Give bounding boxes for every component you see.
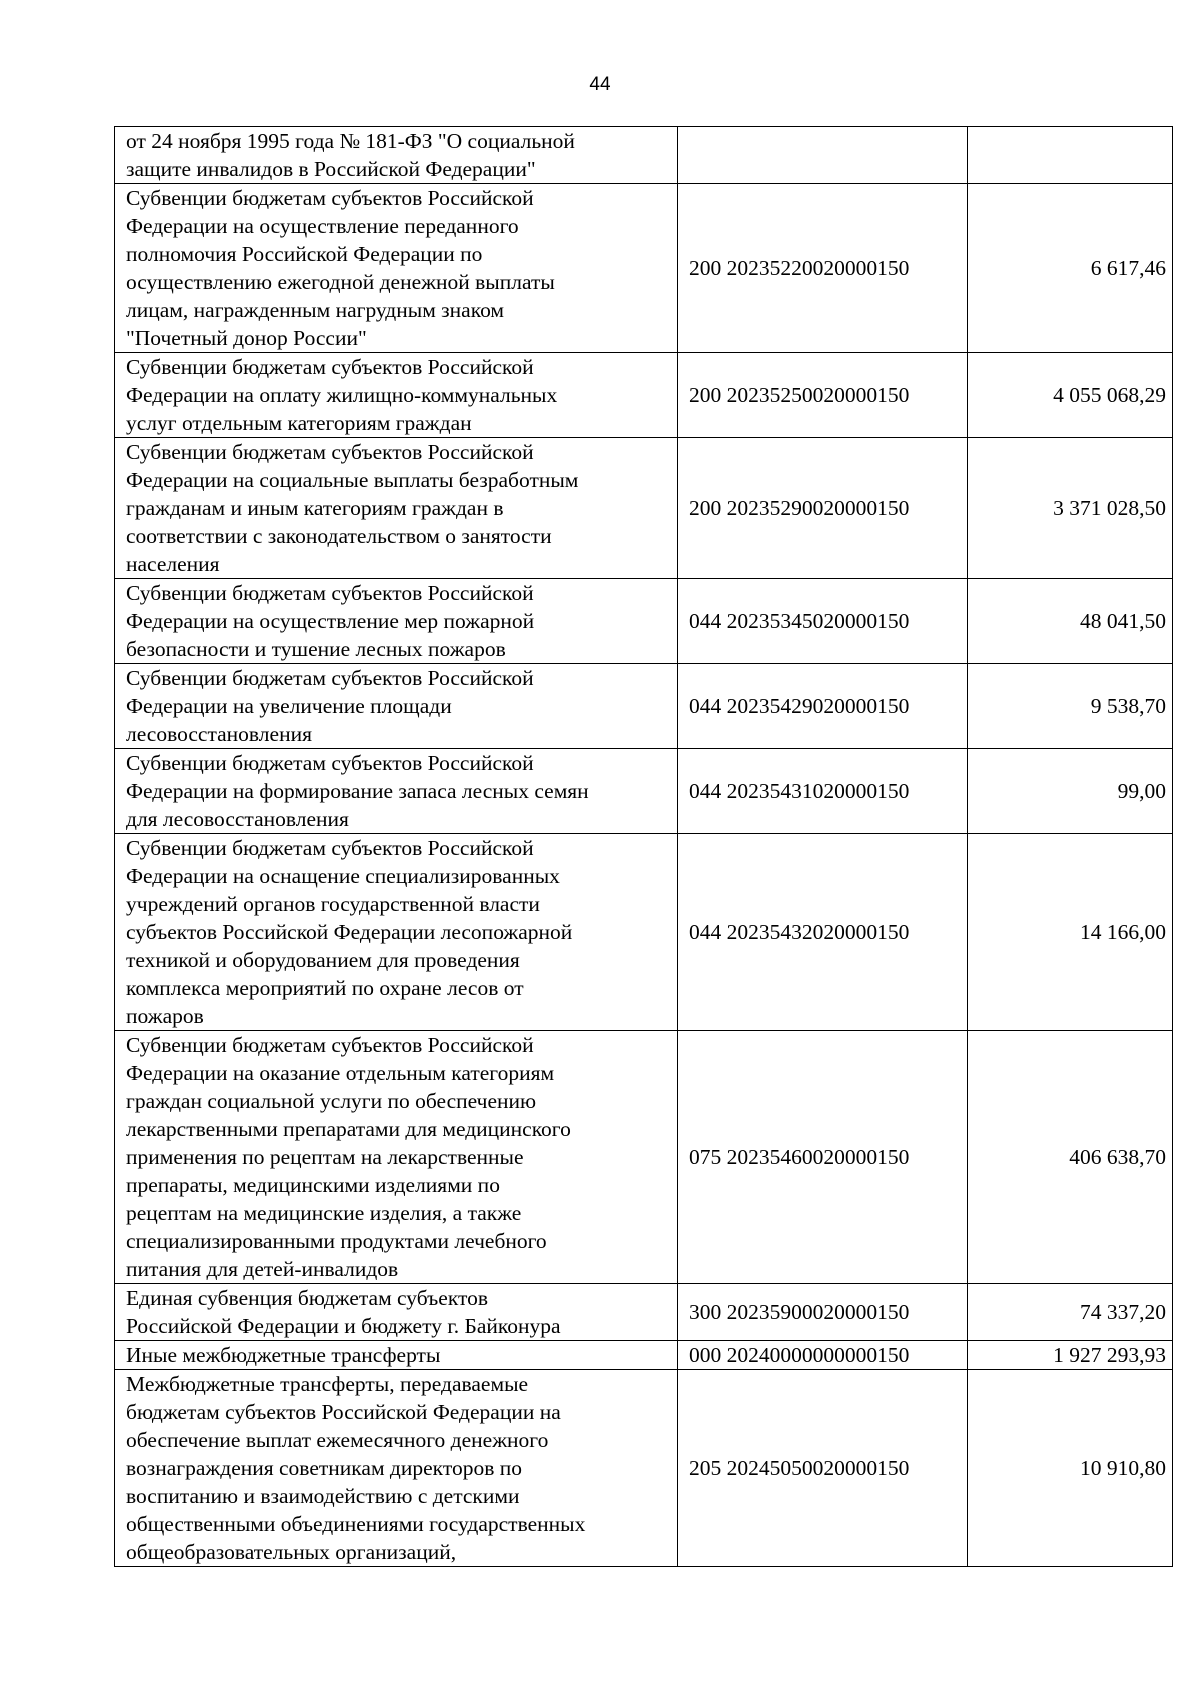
page-number: 44 xyxy=(589,74,611,95)
description-line: воспитанию и взаимодействию с детскими xyxy=(126,1484,520,1508)
description-line: Иные межбюджетные трансферты xyxy=(126,1343,441,1367)
row-amount: 406 638,70 xyxy=(968,1031,1173,1284)
table-row xyxy=(115,184,1173,353)
table-row xyxy=(115,749,1173,834)
description-line: Субвенции бюджетам субъектов Российской xyxy=(126,440,534,464)
row-amount: 9 538,70 xyxy=(968,664,1173,749)
description-line: техникой и оборудованием для проведения xyxy=(126,948,520,972)
row-amount: 99,00 xyxy=(968,749,1173,834)
table-row xyxy=(115,1341,1173,1370)
row-description xyxy=(115,353,678,438)
row-description xyxy=(115,579,678,664)
row-budget-code: 200 20235290020000150 xyxy=(678,438,968,579)
description-line: комплекса мероприятий по охране лесов от xyxy=(126,976,524,1000)
row-budget-code xyxy=(678,127,968,184)
row-amount: 74 337,20 xyxy=(968,1284,1173,1341)
description-line: питания для детей-инвалидов xyxy=(126,1257,399,1281)
description-line: Субвенции бюджетам субъектов Российской xyxy=(126,666,534,690)
row-amount: 1 927 293,93 xyxy=(968,1341,1173,1370)
row-budget-code: 075 20235460020000150 xyxy=(678,1031,968,1284)
row-amount: 6 617,46 xyxy=(968,184,1173,353)
description-line: Российской Федерации и бюджету г. Байконура xyxy=(126,1314,561,1338)
table-row xyxy=(115,579,1173,664)
row-amount xyxy=(968,127,1173,184)
description-line: лекарственными препаратами для медицинского xyxy=(126,1117,571,1141)
description-line: Субвенции бюджетам субъектов Российской xyxy=(126,1033,534,1057)
row-description xyxy=(115,749,678,834)
description-line: соответствии с законодательством о занятости xyxy=(126,524,552,548)
description-line: препараты, медицинскими изделиями по xyxy=(126,1173,500,1197)
row-description xyxy=(115,834,678,1031)
description-line: Межбюджетные трансферты, передаваемые xyxy=(126,1372,529,1396)
description-line: общеобразовательных организаций, xyxy=(126,1540,457,1564)
table-row xyxy=(115,1031,1173,1284)
description-line: Федерации на увеличение площади xyxy=(126,694,452,718)
row-budget-code: 044 20235432020000150 xyxy=(678,834,968,1031)
description-line: защите инвалидов в Российской Федерации" xyxy=(126,157,536,181)
description-line: Федерации на оплату жилищно-коммунальных xyxy=(126,383,558,407)
description-line: применения по рецептам на лекарственные xyxy=(126,1145,524,1169)
description-line: специализированными продуктами лечебного xyxy=(126,1229,547,1253)
description-line: субъектов Российской Федерации лесопожарной xyxy=(126,920,573,944)
description-line: обеспечение выплат ежемесячного денежного xyxy=(126,1428,549,1452)
description-line: Федерации на оказание отдельным категориям xyxy=(126,1061,555,1085)
description-line: безопасности и тушение лесных пожаров xyxy=(126,637,506,661)
description-line: Субвенции бюджетам субъектов Российской xyxy=(126,355,534,379)
row-budget-code: 000 20240000000000150 xyxy=(678,1341,968,1370)
description-line: услуг отдельным категориям граждан xyxy=(126,411,472,435)
table-row xyxy=(115,127,1173,184)
row-description xyxy=(115,1370,678,1567)
budget-table-body xyxy=(115,127,1173,1567)
description-line: Федерации на осуществление переданного xyxy=(126,214,519,238)
row-amount: 4 055 068,29 xyxy=(968,353,1173,438)
description-line: от 24 ноября 1995 года № 181-ФЗ "О социальной xyxy=(126,129,575,153)
table-row xyxy=(115,438,1173,579)
table-row xyxy=(115,664,1173,749)
row-budget-code: 300 20235900020000150 xyxy=(678,1284,968,1341)
description-line: Федерации на осуществление мер пожарной xyxy=(126,609,535,633)
row-budget-code: 200 20235250020000150 xyxy=(678,353,968,438)
description-line: для лесовосстановления xyxy=(126,807,349,831)
row-amount: 3 371 028,50 xyxy=(968,438,1173,579)
description-line: Субвенции бюджетам субъектов Российской xyxy=(126,581,534,605)
description-line: Федерации на социальные выплаты безработным xyxy=(126,468,579,492)
description-line: учреждений органов государственной власти xyxy=(126,892,540,916)
table-row xyxy=(115,834,1173,1031)
row-budget-code: 044 20235429020000150 xyxy=(678,664,968,749)
row-description xyxy=(115,438,678,579)
table-row xyxy=(115,353,1173,438)
description-line: общественными объединениями государственных xyxy=(126,1512,586,1536)
row-budget-code: 205 20245050020000150 xyxy=(678,1370,968,1567)
row-amount: 10 910,80 xyxy=(968,1370,1173,1567)
row-description xyxy=(115,1284,678,1341)
description-line: "Почетный донор России" xyxy=(126,326,367,350)
description-line: пожаров xyxy=(126,1004,204,1028)
description-line: бюджетам субъектов Российской Федерации на xyxy=(126,1400,561,1424)
row-description xyxy=(115,664,678,749)
description-line: населения xyxy=(126,552,220,576)
budget-table xyxy=(114,126,1173,1567)
description-line: Федерации на оснащение специализированных xyxy=(126,864,560,888)
table-row xyxy=(115,1284,1173,1341)
description-line: рецептам на медицинские изделия, а также xyxy=(126,1201,522,1225)
row-description xyxy=(115,1031,678,1284)
row-description xyxy=(115,127,678,184)
description-line: Федерации на формирование запаса лесных семян xyxy=(126,779,589,803)
description-line: полномочия Российской Федерации по xyxy=(126,242,483,266)
description-line: вознаграждения советникам директоров по xyxy=(126,1456,522,1480)
description-line: Единая субвенция бюджетам субъектов xyxy=(126,1286,489,1310)
row-description xyxy=(115,1341,678,1370)
description-line: граждан социальной услуги по обеспечению xyxy=(126,1089,537,1113)
row-budget-code: 044 20235431020000150 xyxy=(678,749,968,834)
row-budget-code: 200 20235220020000150 xyxy=(678,184,968,353)
description-line: Субвенции бюджетам субъектов Российской xyxy=(126,836,534,860)
description-line: Субвенции бюджетам субъектов Российской xyxy=(126,751,534,775)
row-budget-code: 044 20235345020000150 xyxy=(678,579,968,664)
row-amount: 48 041,50 xyxy=(968,579,1173,664)
description-line: лесовосстановления xyxy=(126,722,312,746)
table-row xyxy=(115,1370,1173,1567)
description-line: гражданам и иным категориям граждан в xyxy=(126,496,504,520)
row-description xyxy=(115,184,678,353)
description-line: Субвенции бюджетам субъектов Российской xyxy=(126,186,534,210)
row-amount: 14 166,00 xyxy=(968,834,1173,1031)
description-line: лицам, награжденным нагрудным знаком xyxy=(126,298,505,322)
description-line: осуществлению ежегодной денежной выплаты xyxy=(126,270,555,294)
